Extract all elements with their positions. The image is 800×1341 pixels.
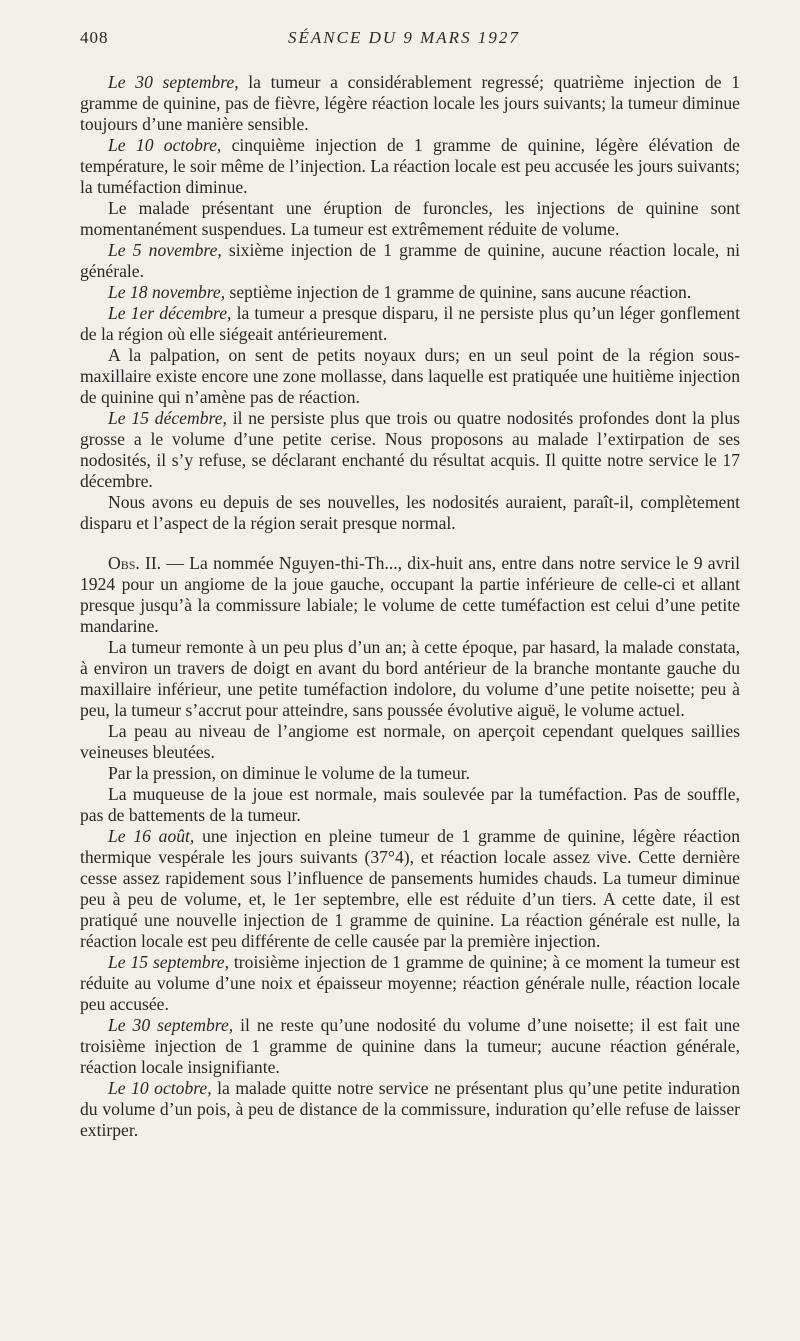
paragraph-text: troisième injection de 1 gramme de quinine; à ce moment la tumeur est réduite au volume d’une noix et épaisseur moyenne; réaction générale nulle, réaction locale peu accusée. [80,952,740,1014]
paragraph-text: il ne persiste plus que trois ou quatre nodosités profondes dont la plus grosse a le volume d’une petite cerise. Nous proposons au malade l’extirpation de ses nodosités, il s’y refuse, se déclarant enchanté du résultat acquis. Il quitte notre service le 17 décembre. [80,408,740,491]
paragraph [80,784,740,826]
paragraph [80,721,740,763]
paragraph [80,408,740,492]
paragraph-text: La peau au niveau de l’angiome est normale, on aperçoit cependant quelques saillies veineuses bleutées. [80,721,740,762]
paragraph-text: septième injection de 1 gramme de quinine, sans aucune réaction. [225,282,692,302]
date-lead: Le 15 décembre, [108,408,227,428]
paragraph [80,492,740,534]
paragraph-text: il ne reste qu’une nodosité du volume d’une noisette; il est fait une troisième injection de 1 gramme de quinine dans la tumeur; aucune réaction générale, réaction locale insignifiante. [80,1015,740,1077]
paragraph [80,135,740,198]
paragraph-text: — La nommée Nguyen-thi-Th..., dix-huit ans, entre dans notre service le 9 avril 1924 pour un angiome de la joue gauche, occupant la partie inférieure de celle-ci et allant presque jusqu’à la commissure labiale; le volume de cette tuméfaction est celui d’une petite mandarine. [80,553,741,636]
observation-label: Obs. II. [108,553,162,573]
paragraph-text: la tumeur a presque disparu, il ne persiste plus qu’un léger gonflement de la région où elle siégeait antérieurement. [80,303,740,344]
paragraph [80,282,740,303]
paragraph-text: Par la pression, on diminue le volume de la tumeur. [108,763,471,783]
paragraph [80,303,740,345]
date-lead: Le 10 octobre, [108,1078,212,1098]
date-lead: Le 5 novembre, [108,240,222,260]
running-title: SÉANCE DU 9 MARS 1927 [288,28,520,47]
paragraph-text: Nous avons eu depuis de ses nouvelles, les nodosités auraient, paraît-il, complètement disparu et l’aspect de la région serait presque normal. [80,492,740,533]
paragraph [80,952,740,1015]
paragraph [80,240,740,282]
paragraph [80,1015,740,1078]
paragraph-text: La muqueuse de la joue est normale, mais soulevée par la tuméfaction. Pas de souffle, pas de battements de la tumeur. [80,784,740,825]
paragraph-text: A la palpation, on sent de petits noyaux durs; en un seul point de la région sous-maxillaire existe encore une zone mollasse, dans laquelle est pratiquée une huitième injection de quinine qui n’amène pas de réaction. [80,345,740,407]
paragraph [80,763,740,784]
date-lead: Le 10 octobre, [108,135,222,155]
date-lead: Le 1er décembre, [108,303,232,323]
date-lead: Le 30 septembre, [108,1015,234,1035]
paragraph-text: La tumeur remonte à un peu plus d’un an; à cette époque, par hasard, la malade constata, à environ un travers de doigt en avant du bord antérieur de la branche montante gauche du maxillaire inférieur, une petite tuméfaction indolore, du volume d’une petite noisette; peu à peu, la tumeur s’accrut pour atteindre, sans poussée évolutive aiguë, le volume actuel. [80,637,740,720]
page-number: 408 [80,28,109,47]
paragraph [80,198,740,240]
paragraph-text: Le malade présentant une éruption de furoncles, les injections de quinine sont momentanément suspendues. La tumeur est extrêmement réduite de volume. [80,198,740,239]
body-text [80,72,740,1141]
paragraph-text: la tumeur a considérablement regressé; quatrième injection de 1 gramme de quinine, pas de fièvre, légère réaction locale les jours suivants; la tumeur diminue toujours d’une manière sensible. [80,72,740,134]
date-lead: Le 30 septembre, [108,72,239,92]
paragraph-text: la malade quitte notre service ne présentant plus qu’une petite induration du volume d’un pois, à peu de distance de la commissure, induration qu’elle refuse de laisser extirper. [80,1078,740,1140]
paragraph [80,345,740,408]
paragraph-text: une injection en pleine tumeur de 1 gramme de quinine, légère réaction thermique vespérale les jours suivants (37°4), et réaction locale assez vive. Cette dernière cesse assez rapidement sous l’influence de pansements humides chauds. La tumeur diminue peu à peu de volume, et, le 1er septembre, elle est réduite d’un tiers. A cette date, il est pratiqué une nouvelle injection de 1 gramme de quinine. La réaction générale est nulle, la réaction locale est peu différente de celle causée par la première injection. [80,826,740,951]
page-header [80,28,740,54]
date-lead: Le 16 août, [108,826,195,846]
date-lead: Le 15 septembre, [108,952,230,972]
date-lead: Le 18 novembre, [108,282,226,302]
paragraph [80,826,740,952]
paragraph [80,1078,740,1141]
paragraph-text: cinquième injection de 1 gramme de quinine, légère élévation de température, le soir même de l’injection. La réaction locale est peu accusée les jours suivants; la tuméfaction diminue. [80,135,740,197]
paragraph [80,637,740,721]
observation-paragraph [80,553,740,637]
paragraph-text: sixième injection de 1 gramme de quinine, aucune réaction locale, ni générale. [80,240,741,281]
paragraph [80,72,740,135]
